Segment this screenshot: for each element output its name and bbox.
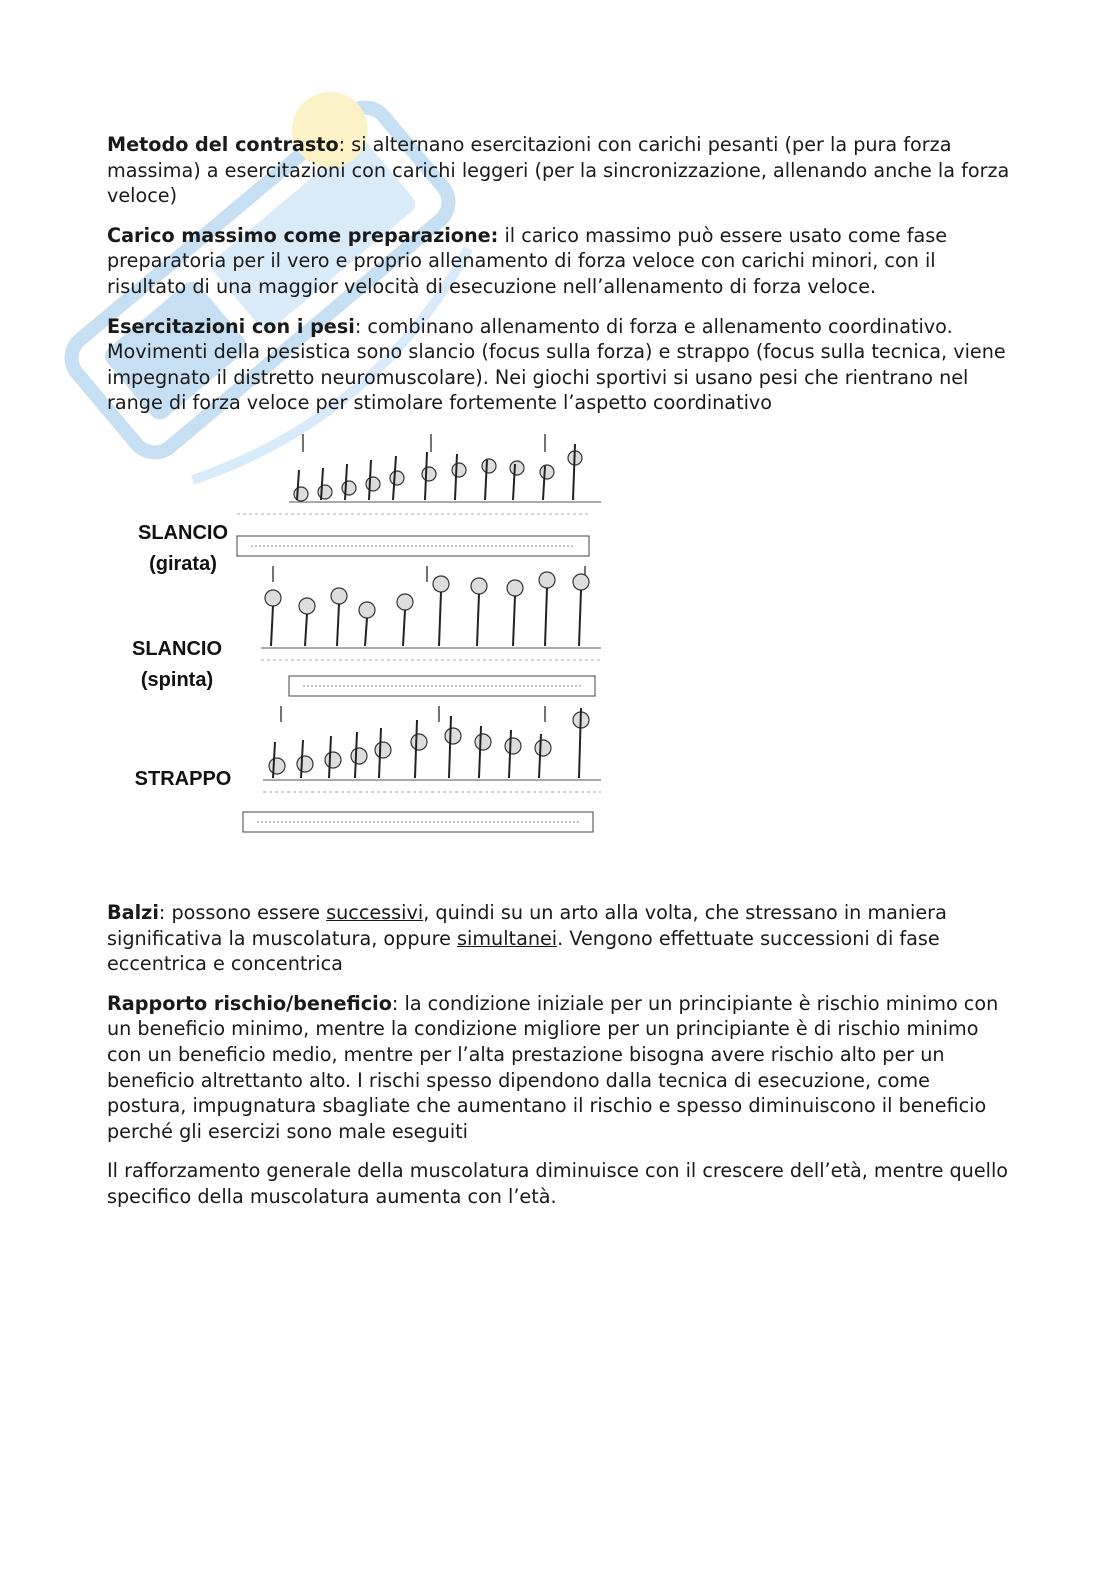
sequence-row-girata: [237, 434, 601, 556]
heading-balzi: Balzi: [107, 900, 159, 924]
label-slancio-spinta: [115, 634, 239, 696]
text-pesi: : combinano allenamento di forza e allenamento coordinativo. Movimenti della pesistica sono slancio (focus sulla forza) e strappo (focus sulla tecnica, viene impegnato il distretto neuromuscolare). Nei giochi sportivi si usano pesi che rientrano nel range di forza veloce per stimolare fortemente l’aspetto coordinativo: [107, 314, 1006, 415]
heading-carico: Carico massimo come preparazione:: [107, 223, 499, 247]
text-balzi-c: . Vengono effettuate successioni di fase eccentrica e concentrica: [107, 926, 940, 976]
text-balzi-b: , quindi su un arto alla volta, che stressano in maniera significativa la muscolatura, oppure: [107, 900, 947, 950]
lift-sequence-illustration: [233, 430, 603, 870]
label-strappo-line1: STRAPPO: [134, 767, 232, 790]
label-slancio-spinta-line2: (spinta): [140, 668, 214, 691]
term-successivi: successivi: [326, 900, 424, 924]
weightlifting-figure: [107, 430, 1012, 870]
heading-contrasto: Metodo del contrasto: [107, 133, 339, 156]
text-rischio: : la condizione iniziale per un principiante è rischio minimo con un beneficio minimo, mentre la condizione migliore per un principiante è di rischio minimo con un beneficio medio, mentre per l’alta prestazione bisogna avere rischio alto per un beneficio altrettanto alto. I rischi spesso dipendono dalla tecnica di esecuzione, come postura, impugnatura sbagliate che aumentano il rischio e spesso diminuiscono il beneficio perché gli esercizi sono male eseguiti: [107, 991, 999, 1143]
label-slancio-girata-line2: (girata): [149, 552, 217, 575]
text-balzi-a: : possono essere: [158, 900, 327, 924]
label-strappo: [121, 764, 245, 795]
paragraph-carico: [107, 223, 1012, 300]
text-contrasto: : si alternano esercitazioni con carichi pesanti (per la pura forza massima) a esercitazioni con carichi leggeri (per la sincronizzazione, allenando anche la forza veloce): [107, 133, 1010, 208]
paragraph-pesi: [107, 314, 1012, 416]
text-carico: il carico massimo può essere usato come fase preparatoria per il vero e proprio allenamento di forza veloce con carichi minori, con il risultato di una maggior velocità di esecuzione nell’allenamento di forza veloce.: [107, 223, 948, 298]
heading-pesi: Esercitazioni con i pesi: [107, 314, 355, 338]
heading-rischio: Rapporto rischio/beneficio: [107, 991, 392, 1015]
paragraph-rischio: [107, 991, 1012, 1145]
sequence-row-strappo: [243, 706, 601, 832]
label-slancio-spinta-line1: SLANCIO: [132, 637, 222, 660]
paragraph-balzi: [107, 900, 1012, 977]
document-body: [107, 132, 1012, 1223]
paragraph-rafforzamento: Il rafforzamento generale della muscolatura diminuisce con il crescere dell’età, mentre quello specifico della muscolatura aumenta con l’età.: [107, 1159, 1009, 1208]
sequence-row-spinta: [261, 566, 601, 696]
label-slancio-girata-line1: SLANCIO: [138, 521, 228, 544]
term-simultanei: simultanei: [457, 926, 558, 950]
label-slancio-girata: [121, 518, 245, 580]
paragraph-contrasto: [107, 132, 1012, 209]
